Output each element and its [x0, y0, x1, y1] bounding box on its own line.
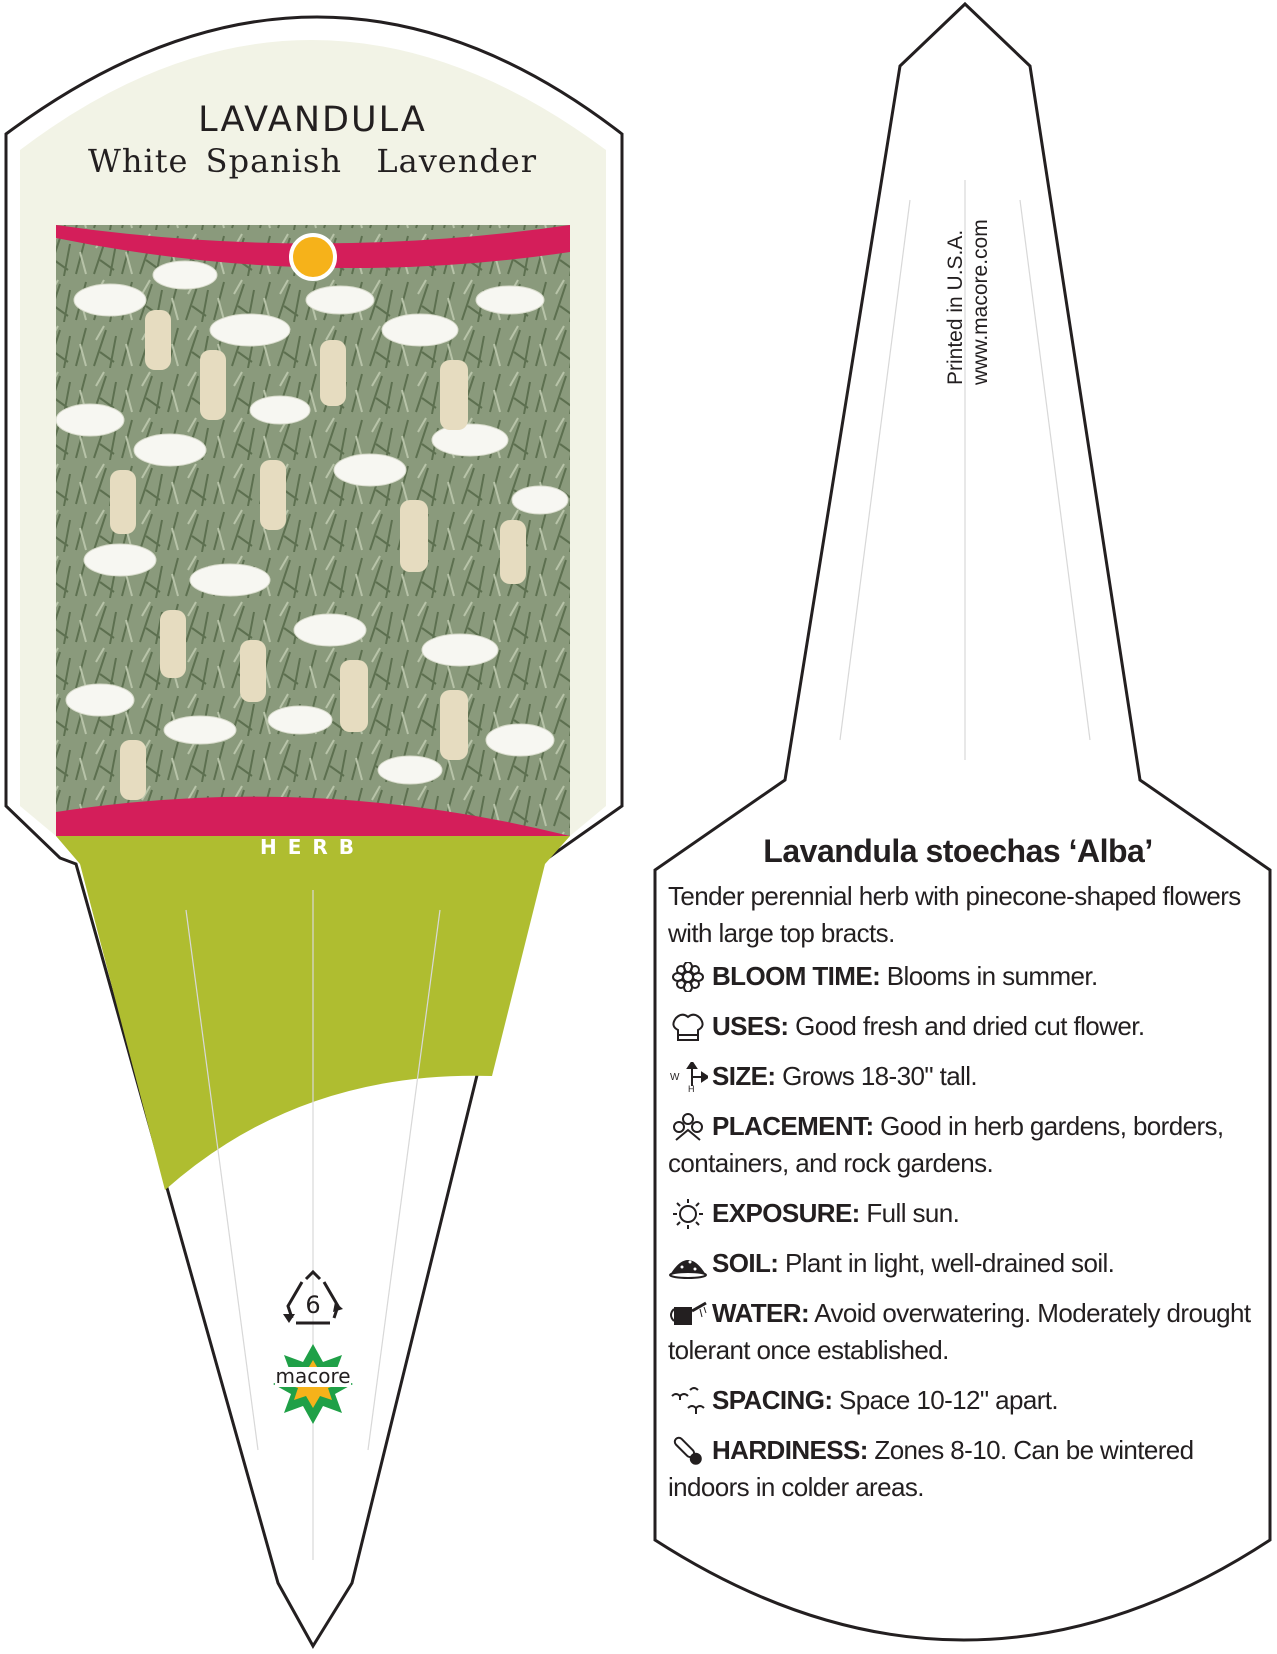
attribute-label: BLOOM TIME:: [712, 961, 881, 991]
attribute-row: [668, 1058, 1258, 1095]
botanical-name: Lavandula stoechas ‘Alba’: [763, 833, 1153, 869]
size-arrows-icon: [668, 1062, 708, 1092]
flower-icon: [668, 962, 708, 992]
attribute-text: Grows 18-30" tall.: [775, 1061, 978, 1091]
attribute-row: [668, 1295, 1258, 1369]
attribute-text: Good fresh and dried cut flower.: [788, 1011, 1145, 1041]
svg-text:W: W: [670, 1072, 679, 1083]
attribute-text: Space 10-12" apart.: [832, 1385, 1058, 1415]
attribute-label: SOIL:: [712, 1248, 779, 1278]
attribute-row: [668, 1245, 1258, 1282]
attribute-text: Good in herb gardens, borders, containers, and rock gardens.: [668, 1111, 1224, 1178]
genus-title: LAVANDULA: [198, 100, 427, 140]
attribute-text: Plant in light, well-drained soil.: [778, 1248, 1115, 1278]
watering-can-icon: [668, 1299, 708, 1329]
attribute-row: [668, 1008, 1258, 1045]
seedlings-icon: [668, 1386, 708, 1416]
chef-hat-icon: [668, 1012, 708, 1042]
printed-line: Printed in U.S.A.: [944, 229, 967, 385]
attribute-label: SPACING:: [712, 1385, 833, 1415]
care-info: [668, 833, 1258, 1519]
attribute-row: [668, 958, 1258, 995]
attribute-label: EXPOSURE:: [712, 1198, 860, 1228]
sun-icon: [668, 1199, 708, 1229]
attribute-label: PLACEMENT:: [712, 1111, 874, 1141]
attribute-row: [668, 1195, 1258, 1232]
attribute-row: [668, 1382, 1258, 1419]
attribute-label: SIZE:: [712, 1061, 776, 1091]
attribute-text: Blooms in summer.: [880, 961, 1098, 991]
printed-label: [943, 219, 993, 385]
attribute-text: Avoid overwatering. Moderately drought tolerant once established.: [668, 1298, 1251, 1365]
lavender-photo: [56, 225, 570, 836]
common-name: White Spanish Lavender: [87, 142, 538, 180]
attribute-row: [668, 1432, 1258, 1506]
attribute-label: HARDINESS:: [712, 1435, 868, 1465]
attribute-label: USES:: [712, 1011, 789, 1041]
sun-dot: [291, 235, 335, 279]
soil-pile-icon: [668, 1249, 708, 1279]
thermometer-icon: [668, 1436, 708, 1466]
attribute-label: WATER:: [712, 1298, 810, 1328]
attribute-text: Zones 8-10. Can be wintered indoors in colder areas.: [668, 1435, 1194, 1502]
attribute-list: [668, 958, 1258, 1506]
website-line: www.macore.com: [969, 219, 992, 385]
attribute-text: Full sun.: [859, 1198, 960, 1228]
attribute-row: [668, 1108, 1258, 1182]
placement-flowers-icon: [668, 1112, 708, 1142]
macore-logo-text: macore: [275, 1364, 351, 1388]
description: Tender perennial herb with pinecone-shaped flowers with large top bracts.: [668, 881, 1241, 948]
recycle-number: 6: [305, 1291, 321, 1319]
svg-text:H: H: [688, 1084, 694, 1092]
category-label: HERB: [259, 835, 366, 859]
